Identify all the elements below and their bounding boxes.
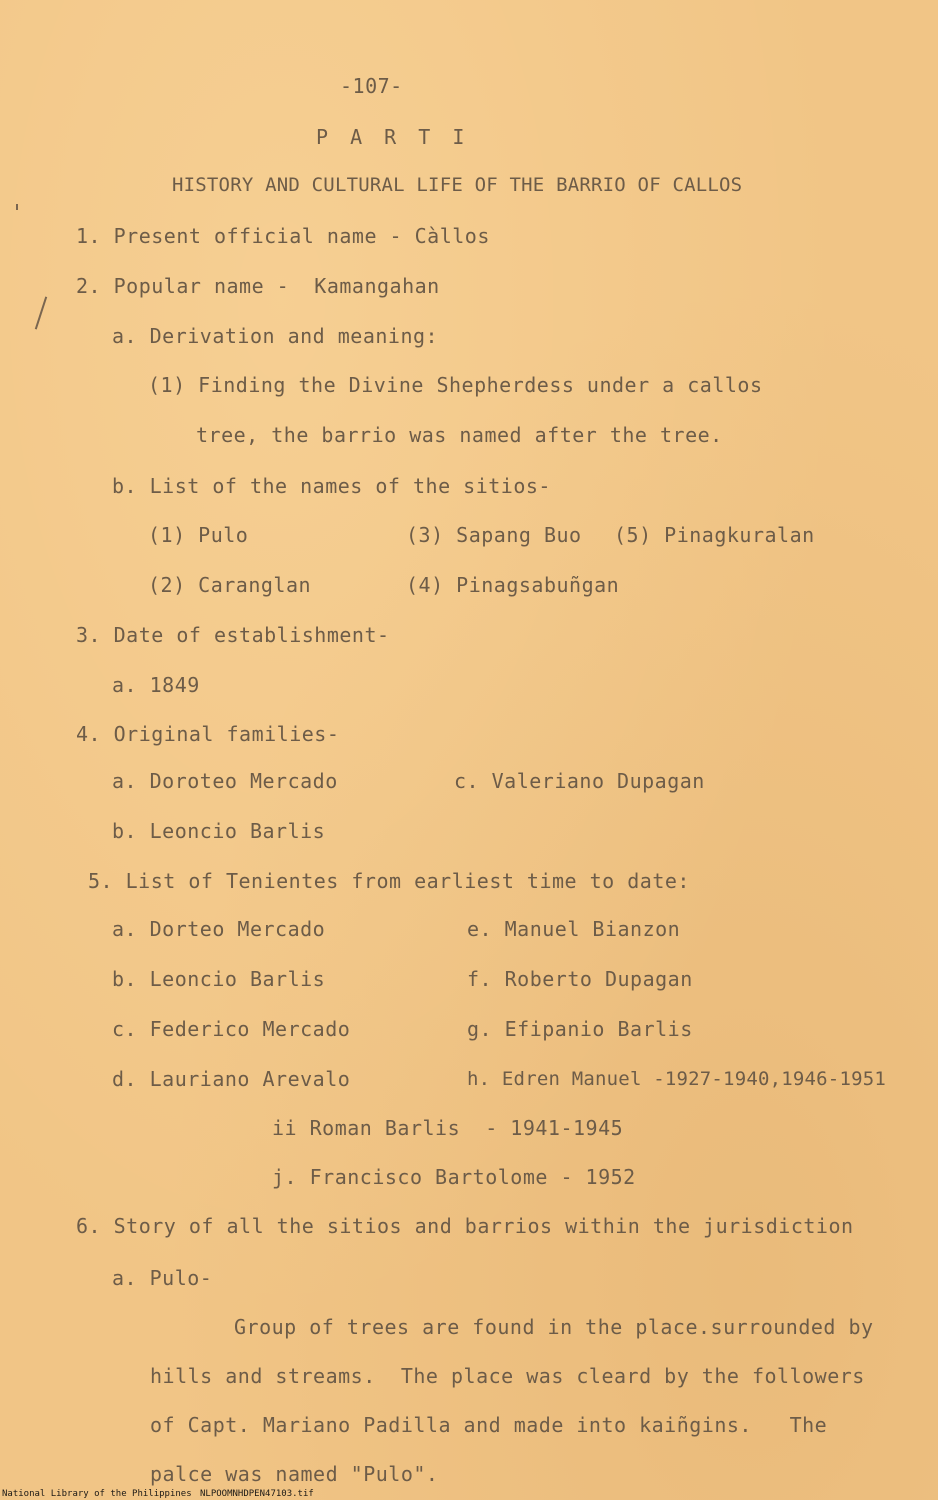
paragraph-line-4: palce was named "Pulo". bbox=[150, 1462, 439, 1486]
family-b: b. Leoncio Barlis bbox=[112, 819, 326, 843]
margin-dot bbox=[16, 204, 18, 210]
item-4-families: 4. Original families- bbox=[76, 722, 340, 746]
item-5-tenientes: 5. List of Tenientes from earliest time to date: bbox=[88, 869, 690, 893]
teniente-j: j. Francisco Bartolome - 1952 bbox=[272, 1165, 636, 1189]
item-1-official-name: 1. Present official name - Càllos bbox=[76, 224, 490, 248]
paragraph-line-1: Group of trees are found in the place.surrounded by bbox=[234, 1315, 874, 1339]
teniente-a: a. Dorteo Mercado bbox=[112, 917, 326, 941]
item-3-date: 3. Date of establishment- bbox=[76, 623, 390, 647]
footer-filename: NLPOOMNHDPEN47103.tif bbox=[200, 1489, 314, 1499]
teniente-h: h. Edren Manuel -1927-1940,1946-1951 bbox=[467, 1068, 887, 1090]
item-2a1-line-1: (1) Finding the Divine Shepherdess under a callos bbox=[148, 373, 763, 397]
family-c: c. Valeriano Dupagan bbox=[454, 769, 705, 793]
teniente-f: f. Roberto Dupagan bbox=[467, 967, 693, 991]
paragraph-line-2: hills and streams. The place was cleard by the followers bbox=[150, 1364, 865, 1388]
teniente-e: e. Manuel Bianzon bbox=[467, 917, 681, 941]
item-2a-derivation: a. Derivation and meaning: bbox=[112, 324, 439, 348]
teniente-d: d. Lauriano Arevalo bbox=[112, 1067, 351, 1091]
margin-pen-mark bbox=[35, 297, 47, 330]
teniente-c: c. Federico Mercado bbox=[112, 1017, 351, 1041]
teniente-b: b. Leoncio Barlis bbox=[112, 967, 326, 991]
item-2b-sitios-list: b. List of the names of the sitios- bbox=[112, 474, 551, 498]
item-2-popular-name: 2. Popular name - Kamangahan bbox=[76, 274, 440, 298]
teniente-g: g. Efipanio Barlis bbox=[467, 1017, 693, 1041]
sitio-2: (2) Caranglan bbox=[148, 573, 312, 597]
footer-source: National Library of the Philippines bbox=[2, 1489, 192, 1499]
sitio-3: (3) Sapang Buo bbox=[406, 523, 582, 547]
item-2a1-line-2: tree, the barrio was named after the tree. bbox=[196, 423, 723, 447]
sitio-4: (4) Pinagsabuñgan bbox=[406, 573, 620, 597]
teniente-i: ii Roman Barlis - 1941-1945 bbox=[272, 1116, 624, 1140]
sitio-5: (5) Pinagkuralan bbox=[614, 523, 815, 547]
item-3a-year: a. 1849 bbox=[112, 673, 200, 697]
paragraph-line-3: of Capt. Mariano Padilla and made into kaiñgins. The bbox=[150, 1413, 828, 1437]
document-heading: HISTORY AND CULTURAL LIFE OF THE BARRIO OF CALLOS bbox=[172, 174, 743, 196]
page-number: -107- bbox=[340, 74, 403, 98]
item-6-story: 6. Story of all the sitios and barrios within the jurisdiction bbox=[76, 1214, 854, 1238]
sitio-1: (1) Pulo bbox=[148, 523, 249, 547]
item-6a-pulo: a. Pulo- bbox=[112, 1266, 213, 1290]
part-title: P A R T I bbox=[316, 125, 470, 149]
family-a: a. Doroteo Mercado bbox=[112, 769, 338, 793]
